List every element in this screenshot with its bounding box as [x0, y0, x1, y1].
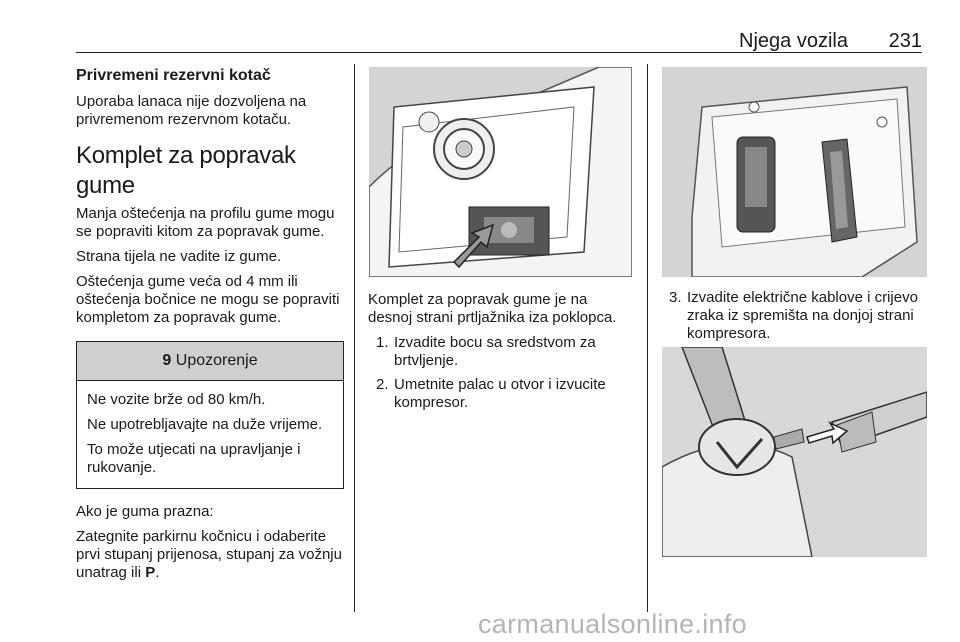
gear-p: P — [145, 564, 156, 581]
warning-icon: 9 — [162, 352, 172, 369]
hose-illustration — [662, 347, 927, 557]
watermark: carmanualsonline.info — [478, 609, 747, 639]
page-header — [0, 0, 960, 52]
warning-title: Upozorenje — [175, 352, 258, 369]
step-number: 1. — [376, 334, 389, 351]
flat-text: Zategnite parkirnu kočnicu i odaberite prvi stupanj prijenosa, stupanj za vožnju unatrag ili P. — [76, 528, 342, 581]
step-item — [368, 334, 632, 370]
kit-paragraph: Manja oštećenja na profilu gume mogu se popraviti kitom za popravak gume. — [76, 205, 335, 240]
warning-line: To može utjecati na upravljanje i rukovanje. — [87, 441, 301, 476]
temp-spare-text: Uporaba lanaca nije dozvoljena na privremenom rezervnom kotaču. — [76, 93, 307, 128]
step-text: Umetnite palac u otvor i izvucite kompresor. — [394, 376, 606, 411]
kit-paragraph: Oštećenja gume veća od 4 mm ili oštećenja bočnice ne mogu se popraviti kompletom za popravak gume. — [76, 273, 340, 326]
kit-heading: Komplet za popravak gume — [76, 142, 296, 199]
trunk-illustration — [369, 67, 632, 277]
kit-location: Komplet za popravak gume je na desnoj strani prtljažnika iza poklopca. — [368, 291, 617, 326]
trunk-icon — [369, 67, 632, 277]
column-divider — [647, 64, 648, 612]
step-number: 2. — [376, 376, 389, 393]
page-number: 231 — [888, 30, 922, 52]
warning-header — [77, 342, 343, 381]
compressor-illustration — [662, 67, 927, 277]
column-divider — [354, 64, 355, 612]
steps-list — [368, 334, 632, 412]
column-middle — [368, 291, 632, 418]
warning-line: Ne vozite brže od 80 km/h. — [87, 391, 266, 408]
warning-box — [76, 341, 344, 489]
compressor-icon — [662, 67, 927, 277]
step-item — [661, 289, 927, 343]
section-title: Njega vozila — [739, 30, 848, 52]
step-text: Izvadite bocu sa sredstvom za brtvljenje. — [394, 334, 596, 369]
warning-body — [77, 381, 343, 488]
steps-list — [661, 289, 927, 343]
flat-title: Ako je guma prazna: — [76, 503, 214, 520]
step-number: 3. — [669, 289, 682, 306]
temp-spare-heading: Privremeni rezervni kotač — [76, 67, 271, 84]
header-rule — [76, 52, 922, 53]
warning-line: Ne upotrebljavajte na duže vrijeme. — [87, 416, 323, 433]
column-right — [661, 289, 927, 349]
hose-icon — [662, 347, 927, 557]
kit-paragraph: Strana tijela ne vadite iz gume. — [76, 248, 282, 265]
column-left — [76, 66, 344, 589]
step-item — [368, 376, 632, 412]
step-text: Izvadite električne kablove i crijevo zraka iz spremišta na donjoj strani kompresora. — [687, 289, 918, 342]
